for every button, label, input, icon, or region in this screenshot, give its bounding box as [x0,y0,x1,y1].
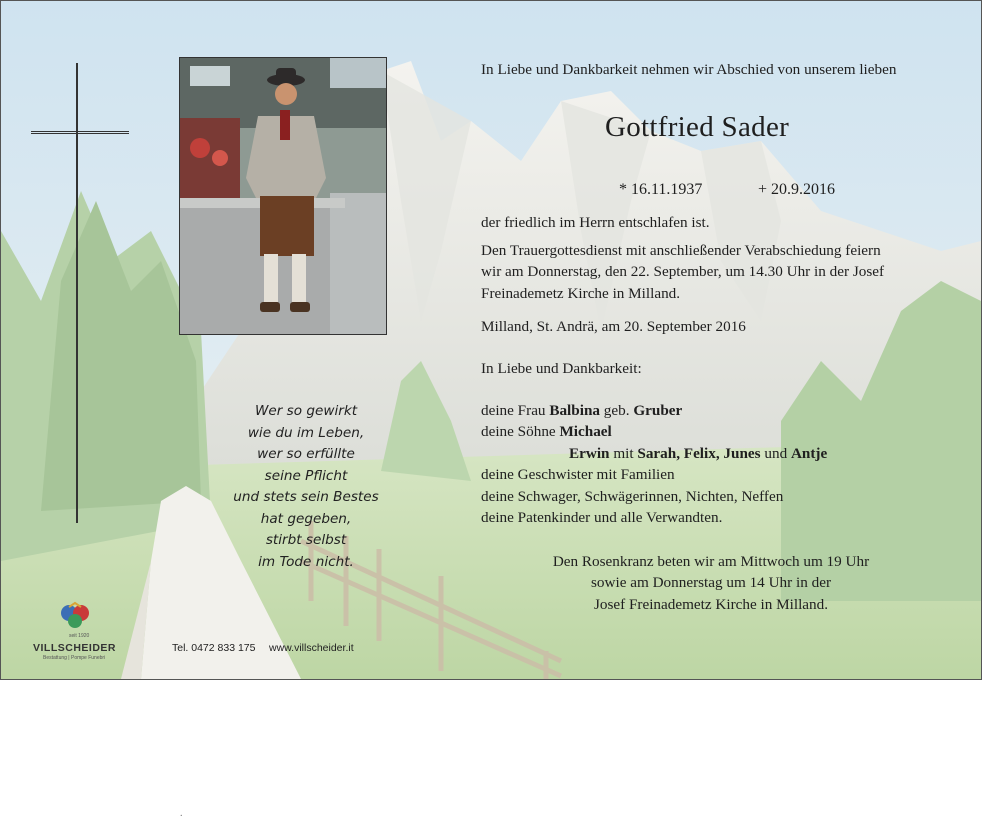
service-line: Freinademetz Kirche in Milland. [481,284,681,302]
mourner-godchildren: deine Patenkinder und alle Verwandten. [481,509,723,527]
rosary-line: Den Rosenkranz beten wir am Mittwoch um 19 Uhr [552,553,870,570]
intro-text: In Liebe und Dankbarkeit nehmen wir Abschied von unserem lieben [481,61,897,78]
mourner-name: Balbina [549,402,600,419]
website-link[interactable]: www.villscheider.it [269,642,354,654]
mourner-label: deine Söhne [481,423,560,441]
mourner-label: geb. [599,402,634,419]
poem-line: und stets sein Bestes [233,489,379,505]
mourner-son2 [481,443,827,464]
poem-line: wer so erfüllte [257,446,355,462]
portrait-illustration [180,58,386,334]
gratitude-heading: In Liebe und Dankbarkeit: [481,360,642,377]
mourner-name: Antje [790,444,828,462]
death-date: + 20.9.2016 [758,181,836,198]
gratitude-block [481,358,642,379]
service-line: Den Trauergottesdienst mit anschließender Verabschiedung feiern [481,242,881,259]
mourner-sons [481,421,827,442]
place-date: Milland, St. Andrä, am 20. September 2016 [481,318,746,335]
stray-dot: . [180,808,183,819]
mourners-list [481,400,827,528]
service-line: wir am Donnerstag, den 22. September, um 14.30 Uhr in der Josef [481,263,885,281]
mourner-label: mit [609,444,638,462]
poem-line: stirbt selbst [265,532,347,548]
mourner-name: Erwin [569,444,610,462]
phone-number: Tel. 0472 833 175 [172,642,256,654]
rosary-line: sowie am Donnerstag um 14 Uhr in der [591,574,831,592]
mourner-wife [481,400,827,421]
poem-line: Wer so gewirkt [254,403,358,419]
rosary-block [481,551,941,615]
cross-horizontal-bar [31,131,129,134]
brand-subtitle: Bestattung | Pompe Funebri [43,655,106,661]
rosary-line: Josef Freinademetz Kirche in Milland. [593,595,829,613]
mourner-name: Michael [559,423,612,441]
poem-line: im Tode nicht. [258,553,354,570]
deceased-name: Gottfried Sader [605,111,790,143]
death-line: der friedlich im Herrn entschlafen ist. [481,214,710,231]
mourner-label: deine Frau [481,402,550,419]
mourner-name: Gruber [633,402,683,419]
mourner-in-laws: deine Schwager, Schwägerinnen, Nichten, Neffen [481,487,784,505]
announcement-block [481,212,710,233]
logo-est: seit 1920 [69,633,90,639]
mourner-name: Sarah, Felix, Junes [637,444,761,462]
service-block [481,240,884,304]
memorial-poem [191,401,421,573]
portrait-photo [179,57,387,335]
mourner-siblings: deine Geschwister mit Familien [481,466,675,484]
brand-name: VILLSCHEIDER [33,642,117,654]
poem-line: wie du im Leben, [247,424,365,441]
birth-date: * 16.11.1937 [619,181,703,198]
place-date-block [481,316,746,337]
poem-line: hat gegeben, [260,510,352,527]
poem-line: seine Pflicht [264,467,348,484]
mourner-label: und [760,444,791,462]
